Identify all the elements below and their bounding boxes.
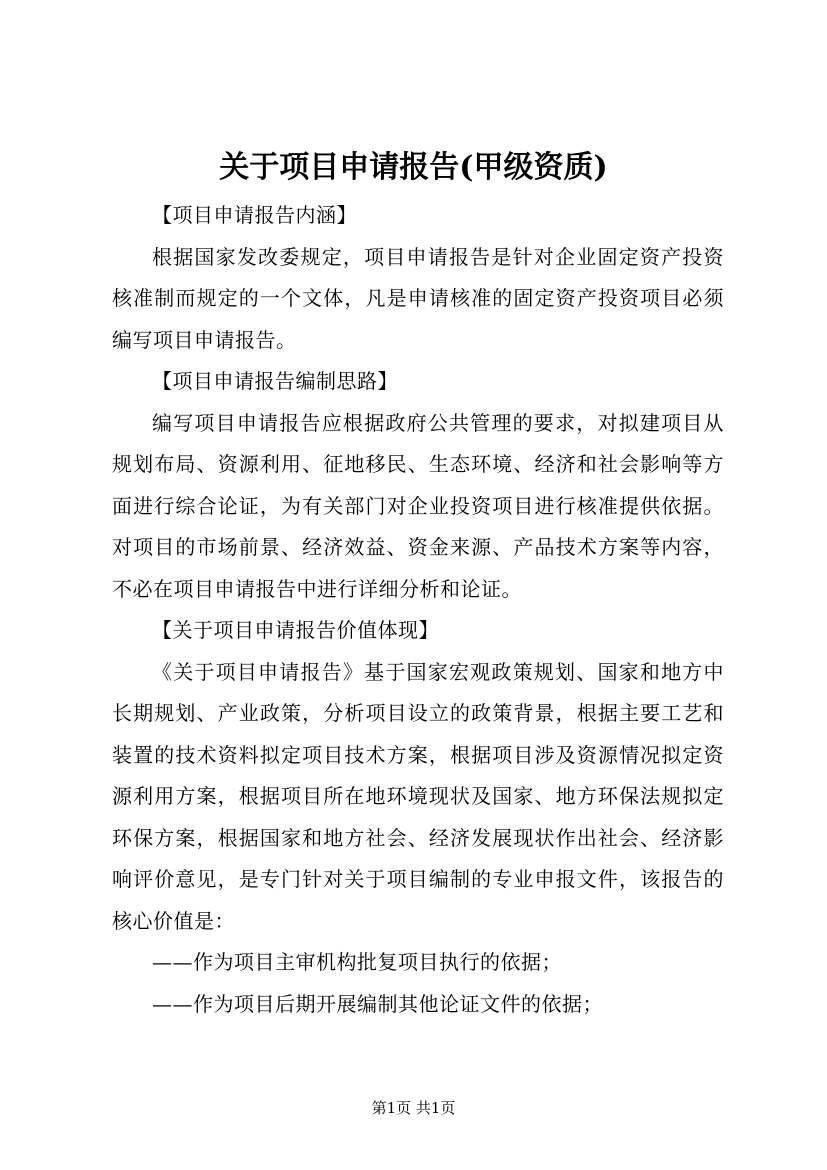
document-body [112,195,724,1025]
list-item-later-docs-basis: ——作为项目后期开展编制其他论证文件的依据； [152,991,603,1016]
section-heading-approach: 【项目申请报告编制思路】 [152,369,398,393]
section-heading-value: 【关于项目申请报告价值体现】 [152,618,439,642]
list-item-approval-basis: ——作为项目主审机构批复项目执行的依据； [152,950,562,974]
section-heading-connotation: 【项目申请报告内涵】 [152,203,357,227]
page-number-footer: 第1页 共1页 [371,1099,456,1117]
paragraph-definition: 根据国家发改委规定，项目申请报告是针对企业固定资产投资核准制而规定的一个文体，凡是申请核准的固定资产投资项目必须编写项目申请报告。 [112,244,724,352]
paragraph-value: 《关于项目申请报告》基于国家宏观政策规划、国家和地方中长期规划、产业政策，分析项目设立的政策背景，根据主要工艺和装置的技术资料拟定项目技术方案，根据项目涉及资源情况拟定资源利用方案，根据项目所在地环境现状及国家、地方环保法规拟定环保方案，根据国家和地方社会、经济发展现状作出社会、经济影响评价意见，是专门针对关于项目编制的专业申报文件，该报告的核心价值是： [112,659,724,933]
paragraph-approach: 编写项目申请报告应根据政府公共管理的要求，对拟建项目从规划布局、资源利用、征地移民、生态环境、经济和社会影响等方面进行综合论证，为有关部门对企业投资项目进行核准提供依据。对项目的市场前景、经济效益、资金来源、产品技术方案等内容，不必在项目申请报告中进行详细分析和论证。 [112,410,724,601]
document-title: 关于项目申请报告(甲级资质) [219,150,608,185]
